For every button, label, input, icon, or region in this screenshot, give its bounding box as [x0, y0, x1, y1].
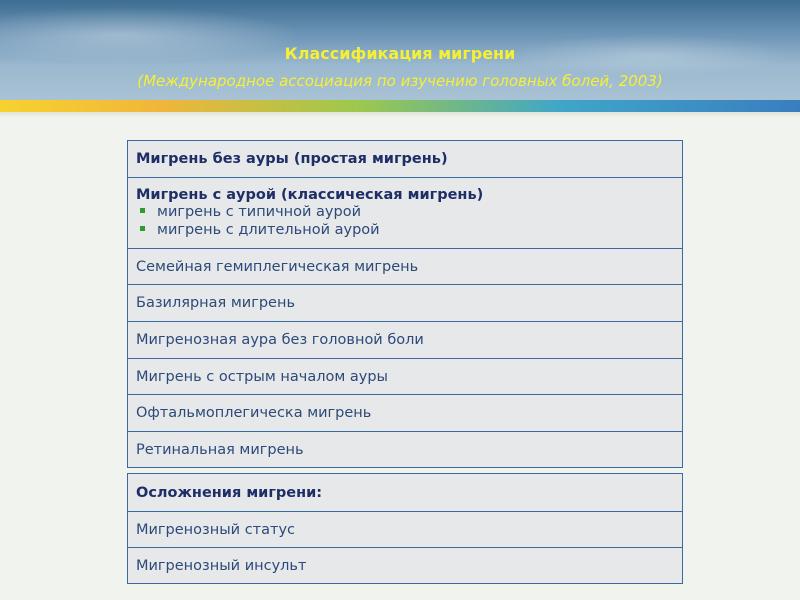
row-label: Семейная гемиплегическая мигрень: [136, 258, 419, 275]
row-label: Ретинальная мигрень: [136, 441, 304, 458]
table-row: [128, 512, 682, 548]
row-label: Мигрень с острым началом ауры: [136, 368, 389, 385]
table-row: [128, 359, 682, 395]
row-label: Осложнения мигрени:: [136, 484, 323, 501]
row-label: Базилярная мигрень: [136, 295, 295, 311]
green-square-bullet-icon: [140, 208, 145, 213]
table-row: [128, 474, 682, 512]
sub-item-label: мигрень с длительной аурой: [157, 222, 380, 238]
slide-subtitle: (Международное ассоциация по изучению головных болей, 2003): [137, 72, 663, 90]
table-row: [128, 285, 682, 322]
color-stripe: [0, 100, 800, 112]
table-row: [128, 178, 682, 249]
table-row: [128, 322, 682, 359]
row-label: Мигрень без ауры (простая мигрень): [136, 151, 448, 167]
row-label: Мигренозный инсульт: [136, 557, 307, 574]
slide-title: Классификация мигрени: [284, 44, 516, 63]
table-row: [128, 395, 682, 432]
green-square-bullet-icon: [140, 226, 145, 231]
migraine-complications-table: [127, 473, 683, 584]
stripe-shadow: [0, 112, 800, 118]
header-banner: [0, 0, 800, 100]
sub-list-item: [136, 203, 674, 221]
row-label: Мигренозный статус: [136, 521, 296, 538]
table-row: [128, 548, 682, 583]
table-row: [128, 432, 682, 467]
table-row: [128, 141, 682, 178]
row-label: Мигрень с аурой (классическая мигрень): [136, 187, 484, 203]
row-label: Мигренозная аура без головной боли: [136, 332, 424, 348]
sub-item-label: мигрень с типичной аурой: [157, 204, 362, 220]
table-row: [128, 249, 682, 285]
migraine-classification-table: [127, 140, 683, 468]
sub-list-item: [136, 221, 674, 239]
row-label: Офтальмоплегическа мигрень: [136, 405, 372, 421]
